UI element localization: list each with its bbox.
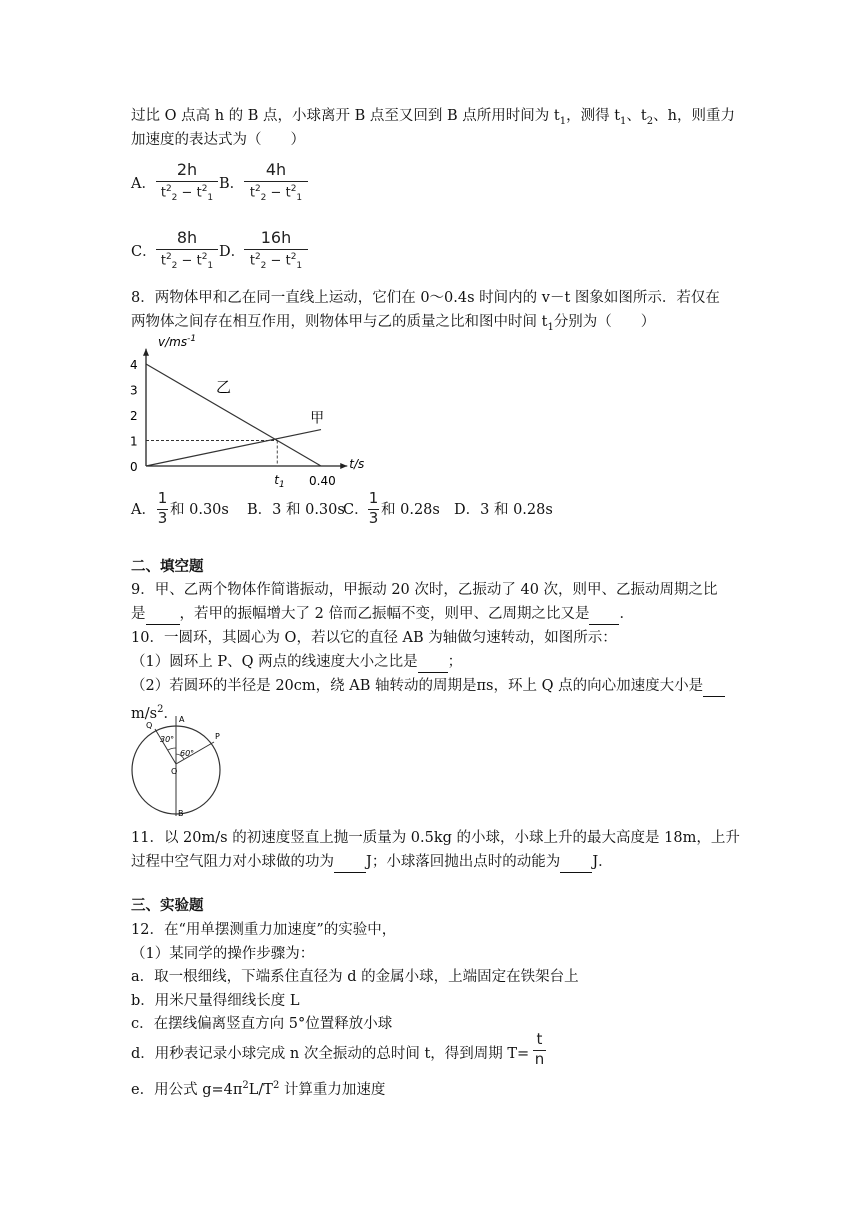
frac-num: 2h [176,160,198,179]
q11-line1: 11．以 20m/s 的初速度竖直上抛一质量为 0.5kg 的小球，小球上升的最大高度是 18m，上升 [131,830,740,846]
q8-option-a-text: 和 0.30s [170,502,229,518]
q8-option-b: B．3 和 0.30s [247,502,345,518]
y-axis-label: $v/ms^{-1}$ [158,334,197,349]
q7-option-a-label: A． [131,176,156,192]
frac-den: $t^2_2 - t^2_1$ [160,184,214,203]
q12-line2: （1）某同学的操作步骤为： [131,946,315,962]
q9-line2: 是 ，若甲的振幅增大了 2 倍而乙振幅不变，则甲、乙周期之比又是 ． [131,604,634,625]
label-angle-30: 30° [160,735,175,744]
frac-bar [244,181,308,182]
frac-num: 1 [157,489,168,507]
frac-den: $t^2_2 - t^2_1$ [249,184,303,203]
series-label-jia: 甲 [310,410,325,427]
frac-den: $t^2_2 - t^2_1$ [249,252,303,271]
q7-option-d-label: D． [219,244,246,260]
frac-num: t [536,1030,543,1048]
y-tick-label: 1 [130,434,138,449]
y-tick-label: 2 [130,409,138,423]
x-axis-arrow [340,463,347,469]
frac-num: 1 [368,489,379,507]
x-tick-label-end: 0.40 [309,474,336,488]
q7-option-b-label: B． [219,176,245,192]
label-b: B [178,809,184,818]
q7-line1: 过比 O 点高 h 的 B 点，小球离开 B 点至又回到 B 点所用时间为 $t_1$，测得 $t_1$、$t_2$、h，则重力 [131,108,735,127]
x-tick-label-t1: $t_1$ [274,473,285,490]
q7-option-b-fraction [244,160,308,210]
label-p: P [215,732,220,741]
answer-blank [334,852,366,873]
answer-blank [418,652,448,673]
q8-line1: 8．两物体甲和乙在同一直线上运动，它们在 0～0.4s 时间内的 v－t 图象如图所示．若仅在 [131,290,720,306]
q12-step-b: b．用米尺量得细线长度 L [131,993,300,1009]
answer-blank [146,604,180,625]
q8-line2: 两物体之间存在相互作用，则物体甲与乙的质量之比和图中时间 $t_1$分别为（ ） [131,314,656,333]
q8-option-d: D．3 和 0.28s [454,502,553,518]
frac-num: 8h [176,228,198,247]
q11-line2: 过程中空气阻力对小球做的功为 J；小球落回抛出点时的动能为 J． [131,852,613,873]
q10-line2: （1）圆环上 P、Q 两点的线速度大小之比是 ； [131,652,462,673]
frac-bar [156,181,218,182]
q9-line1: 9．甲、乙两个物体作简谐振动，甲振动 20 次时，乙振动了 40 次，则甲、乙振动周期之比 [131,582,718,598]
answer-blank [703,676,725,697]
q12-step-c: c．在摆线偏离竖直方向 5°位置释放小球 [131,1016,393,1032]
frac-den: 3 [157,509,168,527]
series-line-yi [146,364,321,466]
answer-blank [560,852,592,873]
y-axis-arrow [143,349,149,356]
y-tick-label: 4 [130,358,138,372]
q8-option-a-fraction [157,490,168,532]
q8-option-a-label: A． [131,502,156,518]
frac-num: 16h [260,228,292,247]
label-q: Q [146,721,153,730]
frac-num: 4h [265,160,287,179]
frac-den: 3 [368,509,379,527]
q7-option-a-fraction [156,160,218,210]
q10-line4: $m/s^2$． [131,704,178,722]
q10-line1: 10．一圆环，其圆心为 O，若以它的直径 AB 为轴做匀速转动，如图所示： [131,630,617,646]
y-tick-label: 0 [130,460,138,474]
q7-option-c-label: C． [131,244,157,260]
label-a: A [179,715,185,724]
q10-line3: （2）若圆环的半径是 20cm，绕 AB 轴转动的周期是πs，环上 Q 点的向心加速度大小是 [131,676,725,697]
frac-den: $t^2_2 - t^2_1$ [160,252,214,271]
frac-bar [244,249,308,250]
q12-line1: 12．在“用单摆测重力加速度”的实验中， [131,922,397,938]
frac-bar [156,249,218,250]
angle-arc-30 [168,748,176,750]
section-title-fill-blank: 二、填空题 [131,558,204,575]
q12-step-e: e．用公式 $g=4\pi^2L/T^2$ 计算重力加速度 [131,1080,386,1098]
period-fraction [533,1032,546,1072]
label-o: O [171,767,178,776]
q12-step-d: d．用秒表记录小球完成 n 次全振动的总时间 t，得到周期 T= [131,1046,530,1062]
q8-option-c-fraction [368,490,379,532]
section-title-experiment: 三、实验题 [131,897,204,914]
label-angle-60: 60° [180,749,195,758]
q8-option-c-label: C． [343,502,369,518]
answer-blank [589,604,619,625]
q7-option-d-fraction [244,228,308,278]
y-tick-label: 3 [130,383,138,398]
vt-chart [128,332,388,492]
q12-step-a: a．取一根细线，下端系住直径为 d 的金属小球，上端固定在铁架台上 [131,969,579,985]
ring-figure [128,712,228,820]
series-line-jia [146,430,321,466]
q8-option-c-text: 和 0.28s [381,502,440,518]
q7-line2: 加速度的表达式为（ ） [131,132,305,148]
frac-den: n [534,1050,545,1068]
q7-option-c-fraction [156,228,218,278]
x-axis-label: t/s [349,457,365,471]
series-label-yi: 乙 [216,378,232,397]
